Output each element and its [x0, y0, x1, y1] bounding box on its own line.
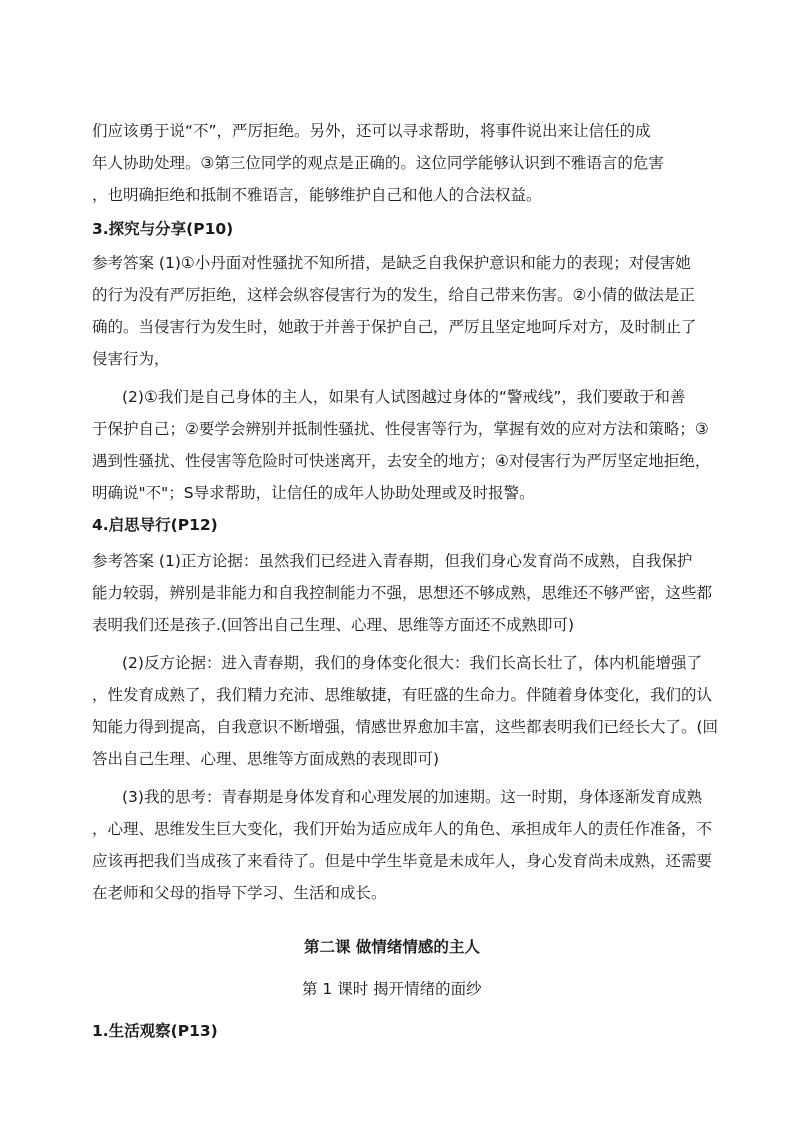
lesson-title: 第二课 做情绪情感的主人 [304, 938, 480, 956]
paragraph-line: (3)我的思考：青春期是身体发育和心理发展的加速期。这一时期，身体逐渐发育成熟 [122, 788, 702, 806]
paragraph-line: 应该再把我们当成孩了来看待了。但是中学生毕竟是未成年人，身心发育尚未成熟，还需要 [92, 852, 713, 870]
section-heading-4: 4.启思导行(P12) [92, 516, 218, 534]
paragraph-line: 遇到性骚扰、性侵害等危险时可快迷离开，去安全的地方；④对侵害行为严厉坚定地拒绝， [92, 452, 711, 470]
paragraph-line: 能力较弱，辨别是非能力和自我控制能力不强，思想还不够成熟，思维还不够严密，这些都 [92, 584, 713, 602]
paragraph-line: ，也明确拒绝和抵制不雅语言，能够维护自己和他人的合法权益。 [92, 186, 542, 204]
paragraph-line: 参考答案 (1)①小丹面对性骚扰不知所措，是缺乏自我保护意识和能力的表现；对侵害她 [92, 254, 691, 272]
paragraph-line: 确的。当侵害行为发生时，她敢于并善于保护自己，严厉且坚定地呵斥对方，及时制止了 [92, 318, 697, 336]
paragraph-line: 们应该勇于说“不”，严厉拒绝。另外，还可以寻求帮助，将事件说出来让信任的成 [92, 122, 651, 140]
paragraph-line: (2)①我们是自己身体的主人，如果有人试图越过身体的“警戒线”，我们要敢于和善 [122, 388, 686, 406]
paragraph-line: 答出自己生理、心理、思维等方面成熟的表现即可) [92, 750, 440, 768]
paragraph-line: 的行为没有严厉拒绝，这样会纵容侵害行为的发生，给自己带来伤害。②小倩的做法是正 [92, 286, 695, 304]
paragraph-line: ，性发育成熟了，我们精力充沛、思维敏捷，有旺盛的生命力。伴随着身体变化，我们的认 [92, 686, 713, 704]
paragraph-line: 侵害行为， [92, 350, 170, 368]
paragraph-line: 于保护自己；②要学会辨别并抵制性骚扰、性侵害等行为，掌握有效的应对方法和策略；③ [92, 420, 709, 438]
paragraph-line: (2)反方论据：进入青春期，我们的身体变化很大：我们长高长壮了，体内机能增强了 [122, 654, 702, 672]
paragraph-line: 表明我们还是孩子.(回答出自己生理、心理、思维等方面还不成熟即可) [92, 616, 575, 634]
paragraph-line: 明确说"不"；S导求帮助，让信任的成年人协助处理或及时报警。 [92, 484, 535, 502]
paragraph-line: ，心理、思维发生巨大变化，我们开始为适应成年人的角色、承担成年人的责任作准备，不 [92, 820, 713, 838]
paragraph-line: 知能力得到提高，自我意识不断增强，情感世界愈加丰富，这些都表明我们已经长大了。(回 [92, 718, 719, 736]
section-heading-1: 1.生活观察(P13) [92, 1022, 218, 1040]
paragraph-line: 在老师和父母的指导下学习、生活和成长。 [92, 884, 387, 902]
section-heading-3: 3.探究与分享(P10) [92, 220, 234, 238]
lesson-subtitle: 第 1 课时 揭开情绪的面纱 [302, 980, 482, 998]
paragraph-line: 年人协助处理。③第三位同学的观点是正确的。这位同学能够认识到不雅语言的危害 [92, 154, 664, 172]
paragraph-line: 参考答案 (1)正方论据：虽然我们已经进入青春期，但我们身心发育尚不成熟，自我保护 [92, 552, 693, 570]
